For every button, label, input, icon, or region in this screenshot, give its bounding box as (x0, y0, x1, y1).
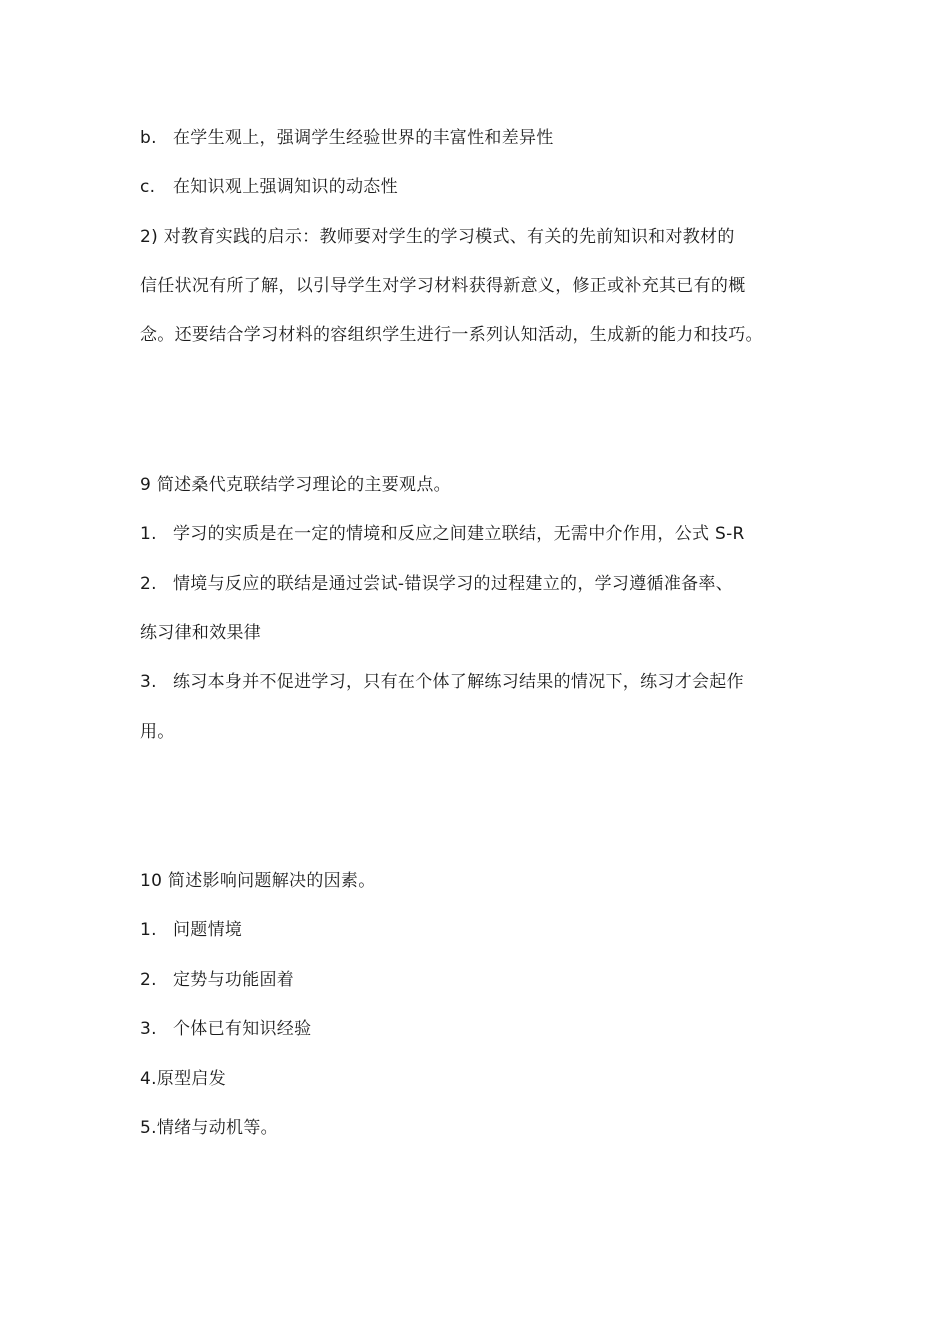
list-marker: b. (140, 128, 157, 148)
list-item (140, 572, 733, 596)
list-marker: 1. (140, 920, 157, 940)
list-item-continuation: 练习律和效果律 (140, 623, 262, 643)
list-item-text: 情境与反应的联结是通过尝试-错误学习的过程建立的，学习遵循准备率、 (173, 574, 734, 594)
list-item (140, 918, 242, 942)
section-heading: 9 简述桑代克联结学习理论的主要观点。 (140, 475, 451, 495)
list-marker: 2. (140, 970, 157, 990)
paragraph-line: 2) 对教育实践的启示：教师要对学生的学习模式、有关的先前知识和对教材的 (140, 227, 735, 247)
list-item (140, 1017, 311, 1041)
paragraph-line: 念。还要结合学习材料的容组织学生进行一系列认知活动，生成新的能力和技巧。 (140, 325, 763, 345)
list-item-c (140, 175, 398, 199)
list-item (140, 522, 745, 546)
list-item-text: 问题情境 (173, 920, 243, 940)
section-heading: 10 简述影响问题解决的因素。 (140, 871, 376, 891)
list-item: 5.情绪与动机等。 (140, 1118, 278, 1138)
list-item (140, 968, 294, 992)
list-marker: 3. (140, 672, 157, 692)
list-marker: 3. (140, 1019, 157, 1039)
list-item-text: 定势与功能固着 (173, 970, 295, 990)
paragraph-line: 信任状况有所了解，以引导学生对学习材料获得新意义，修正或补充其已有的概 (140, 276, 746, 296)
list-item-text: 在知识观上强调知识的动态性 (173, 177, 398, 197)
list-item (140, 670, 744, 694)
list-item: 4.原型启发 (140, 1069, 227, 1089)
list-item-text: 个体已有知识经验 (173, 1019, 312, 1039)
list-marker: c. (140, 177, 156, 197)
list-item-b (140, 126, 554, 150)
list-item-text: 在学生观上，强调学生经验世界的丰富性和差异性 (173, 128, 554, 148)
list-item-text: 练习本身并不促进学习，只有在个体了解练习结果的情况下，练习才会起作 (173, 672, 744, 692)
list-item-continuation: 用。 (140, 722, 175, 742)
list-item-text: 学习的实质是在一定的情境和反应之间建立联结，无需中介作用，公式 S-R (173, 524, 745, 544)
list-marker: 1. (140, 524, 157, 544)
list-marker: 2. (140, 574, 157, 594)
